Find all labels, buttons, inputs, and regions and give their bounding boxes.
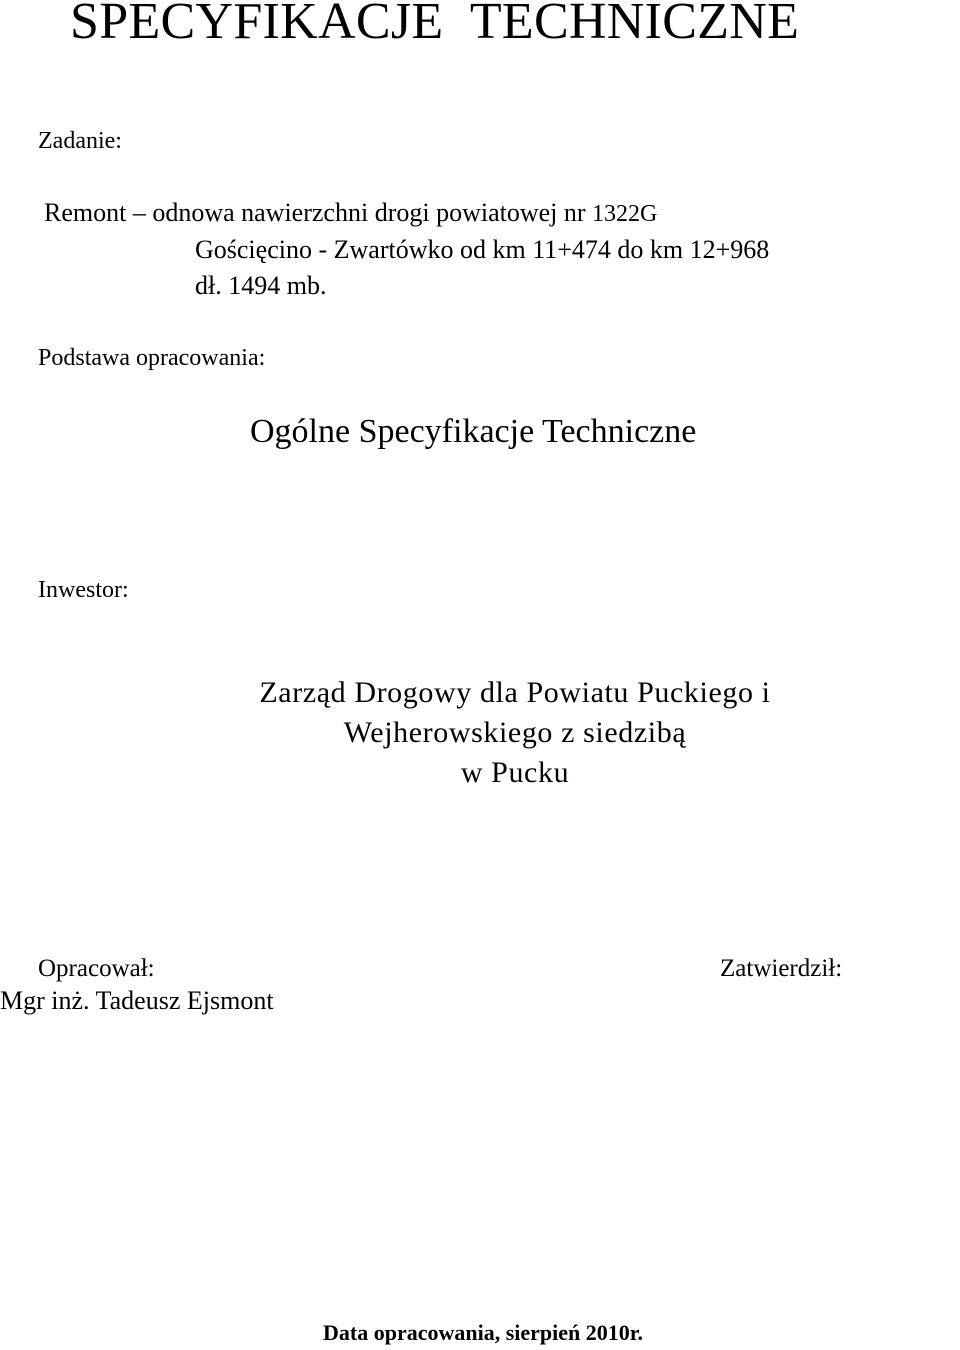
basis-value: Ogólne Specyfikacje Techniczne bbox=[250, 413, 697, 450]
investor-line-1: Zarząd Drogowy dla Powiatu Puckiego i bbox=[259, 676, 771, 709]
investor-line-2: Wejherowskiego z siedzibą bbox=[343, 716, 687, 749]
approved-by-label: Zatwierdził: bbox=[720, 955, 843, 982]
task-line-1 bbox=[44, 198, 657, 228]
investor-line-3: w Pucku bbox=[460, 756, 570, 789]
preparation-date: Data opracowania, sierpień 2010r. bbox=[323, 1320, 644, 1345]
document-title: SPECYFIKACJE TECHNICZNE bbox=[70, 0, 800, 50]
prepared-by-label: Opracował: bbox=[38, 955, 155, 982]
road-code: 1322G bbox=[592, 201, 658, 227]
task-line-2: Gościęcino - Zwartówko od km 11+474 do km 12+968 bbox=[195, 235, 770, 264]
prepared-by-name: Mgr inż. Tadeusz Ejsmont bbox=[0, 986, 274, 1015]
investor-label: Inwestor: bbox=[38, 577, 129, 603]
basis-label: Podstawa opracowania: bbox=[38, 345, 266, 371]
task-label: Zadanie: bbox=[38, 128, 122, 154]
task-line-1-text: Remont – odnowa nawierzchni drogi powiatowej nr bbox=[44, 198, 586, 227]
task-line-3: dł. 1494 mb. bbox=[195, 271, 327, 300]
